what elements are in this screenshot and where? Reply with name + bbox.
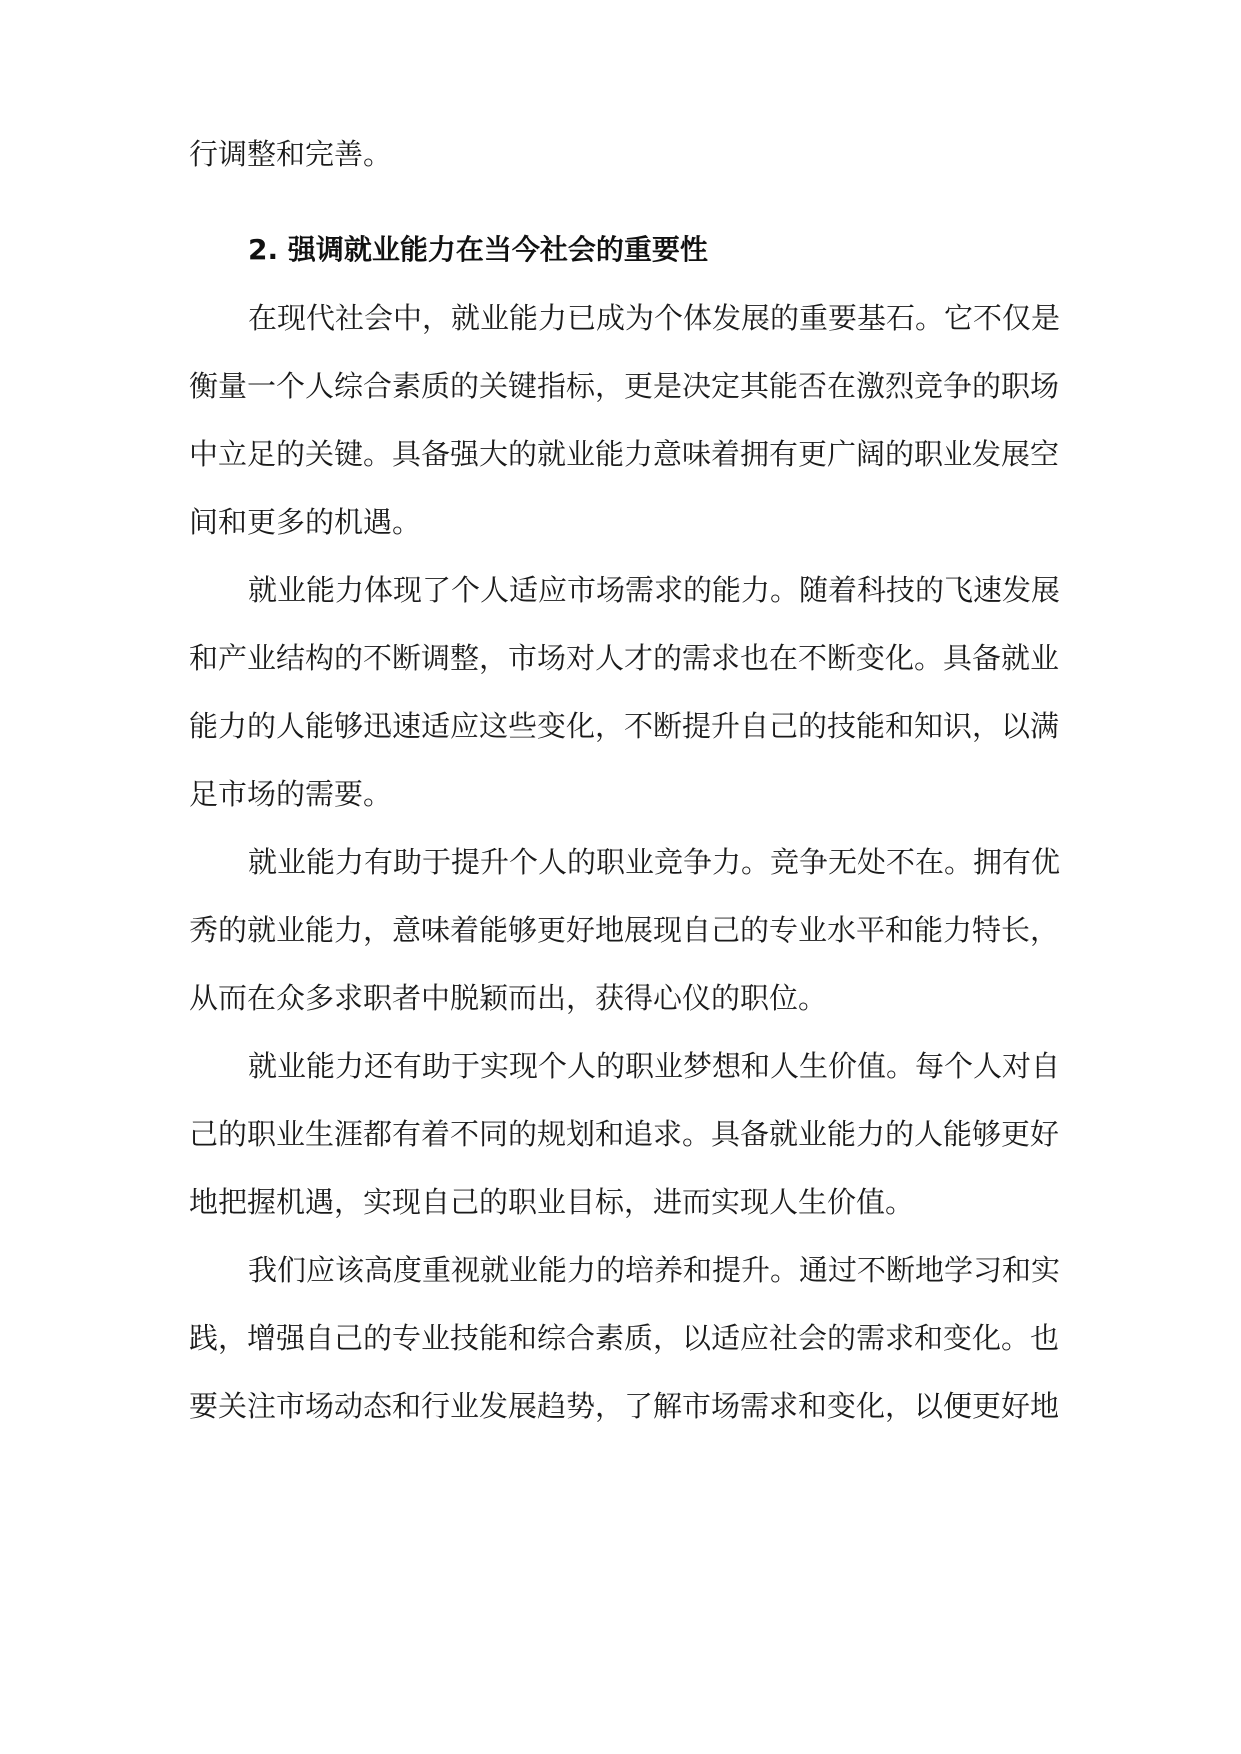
paragraph-1-line-3: 中立足的关键。具备强大的就业能力意味着拥有更广阔的职业发展空 (189, 437, 1060, 471)
section-heading: 2. 强调就业能力在当今社会的重要性 (248, 233, 708, 266)
paragraph-2-line-2: 和产业结构的不断调整，市场对人才的需求也在不断变化。具备就业 (189, 641, 1060, 675)
paragraph-2-line-4: 足市场的需要。 (189, 777, 393, 811)
paragraph-4-line-3: 地把握机遇，实现自己的职业目标，进而实现人生价值。 (189, 1185, 915, 1219)
paragraph-5-line-1: 我们应该高度重视就业能力的培养和提升。通过不断地学习和实 (248, 1253, 1061, 1287)
paragraph-5-line-2: 践，增强自己的专业技能和综合素质，以适应社会的需求和变化。也 (189, 1321, 1060, 1355)
paragraph-4-line-2: 己的职业生涯都有着不同的规划和追求。具备就业能力的人能够更好 (189, 1117, 1060, 1151)
paragraph-3-line-1: 就业能力有助于提升个人的职业竞争力。竞争无处不在。拥有优 (248, 845, 1061, 879)
paragraph-1-line-1: 在现代社会中，就业能力已成为个体发展的重要基石。它不仅是 (248, 301, 1061, 335)
paragraph-1-line-4: 间和更多的机遇。 (189, 505, 422, 539)
paragraph-3-line-2: 秀的就业能力，意味着能够更好地展现自己的专业水平和能力特长， (189, 913, 1060, 947)
paragraph-2-line-3: 能力的人能够迅速适应这些变化，不断提升自己的技能和知识，以满 (189, 709, 1060, 743)
paragraph-4-line-1: 就业能力还有助于实现个人的职业梦想和人生价值。每个人对自 (248, 1049, 1061, 1083)
paragraph-1-line-2: 衡量一个人综合素质的关键指标，更是决定其能否在激烈竞争的职场 (189, 369, 1060, 403)
paragraph-3-line-3: 从而在众多求职者中脱颖而出，获得心仪的职位。 (189, 981, 828, 1015)
carryover-line: 行调整和完善。 (189, 137, 393, 171)
paragraph-5-line-3: 要关注市场动态和行业发展趋势，了解市场需求和变化，以便更好地 (189, 1389, 1060, 1423)
paragraph-2-line-1: 就业能力体现了个人适应市场需求的能力。随着科技的飞速发展 (248, 573, 1061, 607)
